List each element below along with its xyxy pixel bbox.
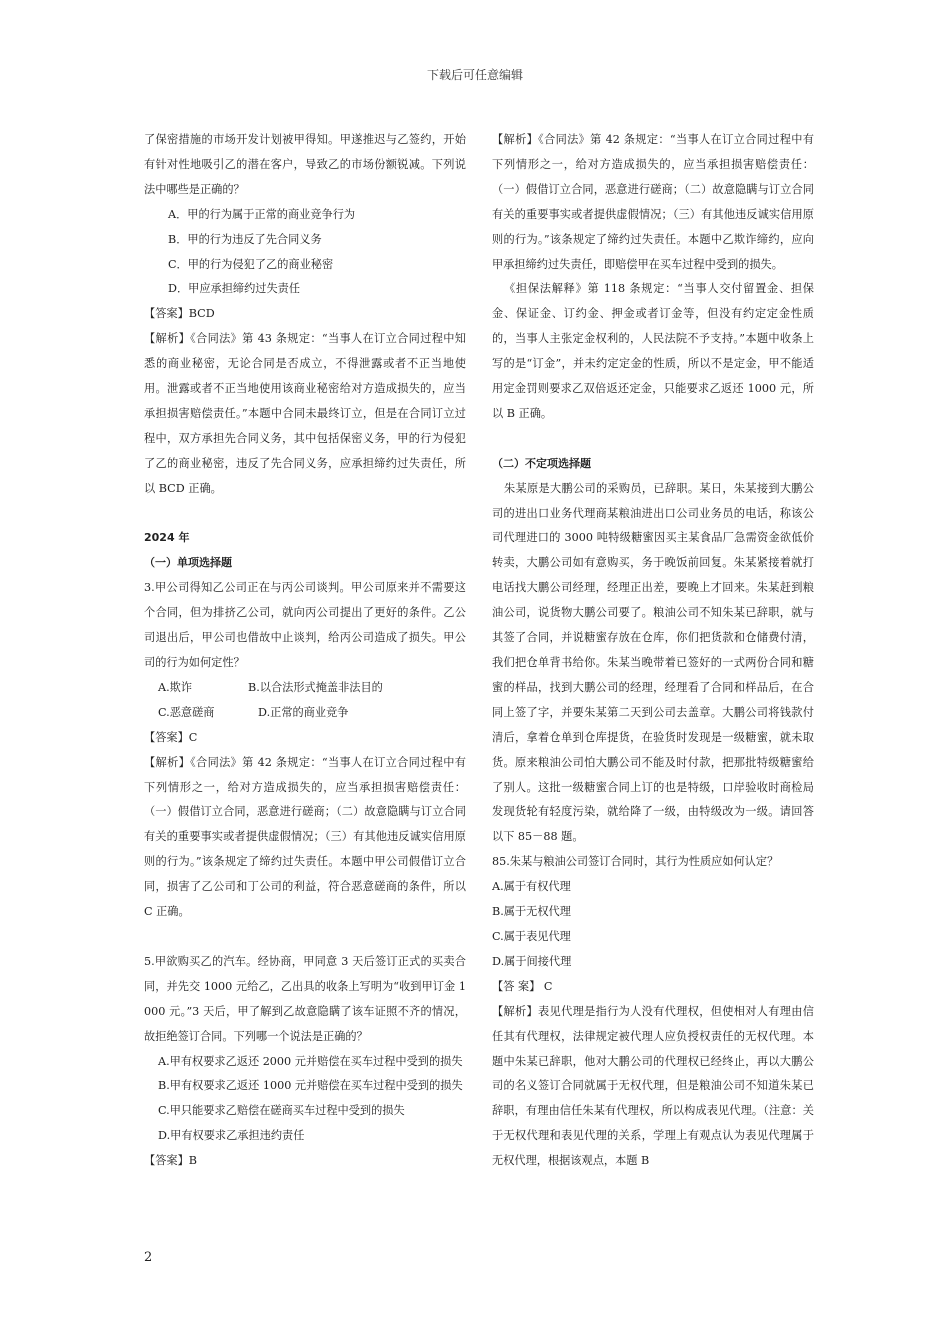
q85-option-a: A.属于有权代理 [492,880,571,894]
q5-option-b: B.甲有权要求乙返还 1000 元并赔偿在买车过程中受到的损失 [158,1079,463,1093]
question-3-options-row-1 [144,676,466,701]
q5-answer: 【答案】B [144,1154,197,1168]
question-3-options-row-2 [144,701,466,726]
right-column [492,128,814,1174]
q5-option-d: D.甲有权要求乙承担违约责任 [158,1129,305,1143]
q85-option-c: C.属于表见代理 [492,929,571,943]
section-heading-multi-choice: （二）不定项选择题 [492,456,591,470]
q3-analysis: 【解析】《合同法》第 42 条规定：“当事人在订立合同过程中有下列情形之一，给对方造成损失的，应当承担损害赔偿责任：（一）假借订立合同，恶意进行磋商；（二）故意隐瞒与订立合同有关的重要事实或者提供虚假情况；（三）有其他违反诚实信用原则的行为。”该条规定了缔约过失责任。本题中甲公司假借订立合同，损害了乙公司和丁公司的利益，符合恶意磋商的条件，所以 C 正确。 [144,755,466,919]
analysis: 【解析】《合同法》第 43 条规定：“当事人在订立合同过程中知悉的商业秘密，无论合同是否成立，不得泄露或者不正当地使用。泄露或者不正当地使用该商业秘密给对方造成损失的，应当承担损害赔偿责任。”本题中合同未最终订立，但是在合同订立过程中，双方承担先合同义务，其中包括保密义务，甲的行为侵犯了乙的商业秘密，违反了先合同义务，应承担缔约过失责任，所以 BCD 正确。 [144,332,466,495]
option-a: A．甲的行为属于正常的商业竞争行为 [168,207,356,221]
q5-analysis-1: 【解析】《合同法》第 42 条规定：“当事人在订立合同过程中有下列情形之一，给对方造成损失的，应当承担损害赔偿责任：（一）假借订立合同，恶意进行磋商；（二）故意隐瞒与订立合同有关的重要事实或者提供虚假情况；（三）有其他违反诚实信用原则的行为。”该条规定了缔约过失责任。本题中乙欺诈缔约，应向甲承担缔约过失责任，即赔偿甲在买车过程中受到的损失。 [492,133,814,271]
q3-option-b: B.以合法形式掩盖非法目的 [248,680,383,694]
year-heading: 2024 年 [144,531,190,545]
q3-answer: 【答案】C [144,730,198,744]
left-column [144,128,466,1174]
case-description: 朱某原是大鹏公司的采购员，已辞职。某日，朱某接到大鹏公司的进出口业务代理商某粮油进出口公司业务员的电话，称该公司代理进口的 3000 吨特级糖蜜因买主某食品厂急需资金欲低价转卖，大鹏公司如有意购买，务于晚饭前回复。朱某紧接着就打电话找大鹏公司经理，经理正出差，要晚上才回来。朱某赶到粮油公司，说货物大鹏公司要了。粮油公司不知朱某已辞职，就与其签了合同，并说糖蜜存放在仓库，你们把货款和仓储费付清，我们把仓单背书给你。朱某当晚带着已签好的一式两份合同和糖蜜的样品，找到大鹏公司的经理，经理看了合同和样品后，在合同上签了字，并要朱某第二天到公司去盖章。大鹏公司将钱款付清后，拿着仓单到仓库提货，在验货时发现是一级糖蜜，就未取货。原来粮油公司怕大鹏公司不能及时付款，把那批特级糖蜜给了别人。这批一级糖蜜合同上订的也是特级，口岸验收时商检局发现货轮有轻度污染，就给降了一级，由特级改为一级。请回答以下 85－88 题。 [492,481,814,844]
q5-option-c: C.甲只能要求乙赔偿在磋商买车过程中受到的损失 [158,1104,405,1118]
q85-analysis: 【解析】表见代理是指行为人没有代理权，但使相对人有理由信任其有代理权，法律规定被代理人应负授权责任的无权代理。本题中朱某已辞职，他对大鹏公司的代理权已经终止，再以大鹏公司的名义签订合同就属于无权代理，但是粮油公司不知道朱某已辞职，有理由信任朱某有代理权，所以构成表见代理。（注意：关于无权代理和表见代理的关系，学理上有观点认为表见代理属于无权代理，根据该观点，本题 B [492,1004,814,1168]
option-b: B．甲的行为违反了先合同义务 [168,232,322,246]
q3-option-d: D.正常的商业竞争 [258,705,349,719]
option-d: D．甲应承担缔约过失责任 [168,282,301,296]
answer: 【答案】BCD [144,307,215,321]
page-number: 2 [144,1250,153,1265]
question-5: 5.甲欲购买乙的汽车。经协商，甲同意 3 天后签订正式的买卖合同，并先交 1000 元给乙，乙出具的收条上写明为“收到甲订金 1000 元。”3 天后，甲了解到乙故意隐瞒了该车证照不齐的情况，故拒绝签订合同。下列哪一个说法是正确的？ [144,954,466,1043]
q85-option-b: B.属于无权代理 [492,905,571,919]
q85-option-d: D.属于间接代理 [492,954,572,968]
question-3: 3.甲公司得知乙公司正在与丙公司谈判。甲公司原来并不需要这个合同，但为排挤乙公司，就向丙公司提出了更好的条件。乙公司退出后，甲公司也借故中止谈判，给丙公司造成了损失。甲公司的行为如何定性？ [144,581,466,670]
q3-option-a: A.欺诈 [158,680,193,694]
q3-option-c: C.恶意磋商 [158,705,215,719]
option-c: C．甲的行为侵犯了乙的商业秘密 [168,257,334,271]
question-85: 85.朱某与粮油公司签订合同时，其行为性质应如何认定？ [492,855,779,869]
section-heading-single-choice: （一）单项选择题 [144,556,232,570]
page-header: 下载后可任意编辑 [426,68,523,82]
q5-option-a: A.甲有权要求乙返还 2000 元并赔偿在买车过程中受到的损失 [158,1054,463,1068]
q5-analysis-2: 《担保法解释》第 118 条规定：“当事人交付留置金、担保金、保证金、订约金、押金或者订金等，但没有约定定金性质的，当事人主张定金权利的，人民法院不予支持。”本题中收条上写的是“订金”，并未约定定金的性质，所以不是定金，甲不能适用定金罚则要求乙双倍返还定金，只能要求乙返还 1000 元，所以 B 正确。 [492,282,814,420]
question-continuation: 了保密措施的市场开发计划被甲得知。甲遂推迟与乙签约，开始有针对性地吸引乙的潜在客户，导致乙的市场份额锐减。下列说法中哪些是正确的？ [144,133,466,196]
q85-answer: 【答 案】 C [492,979,553,993]
